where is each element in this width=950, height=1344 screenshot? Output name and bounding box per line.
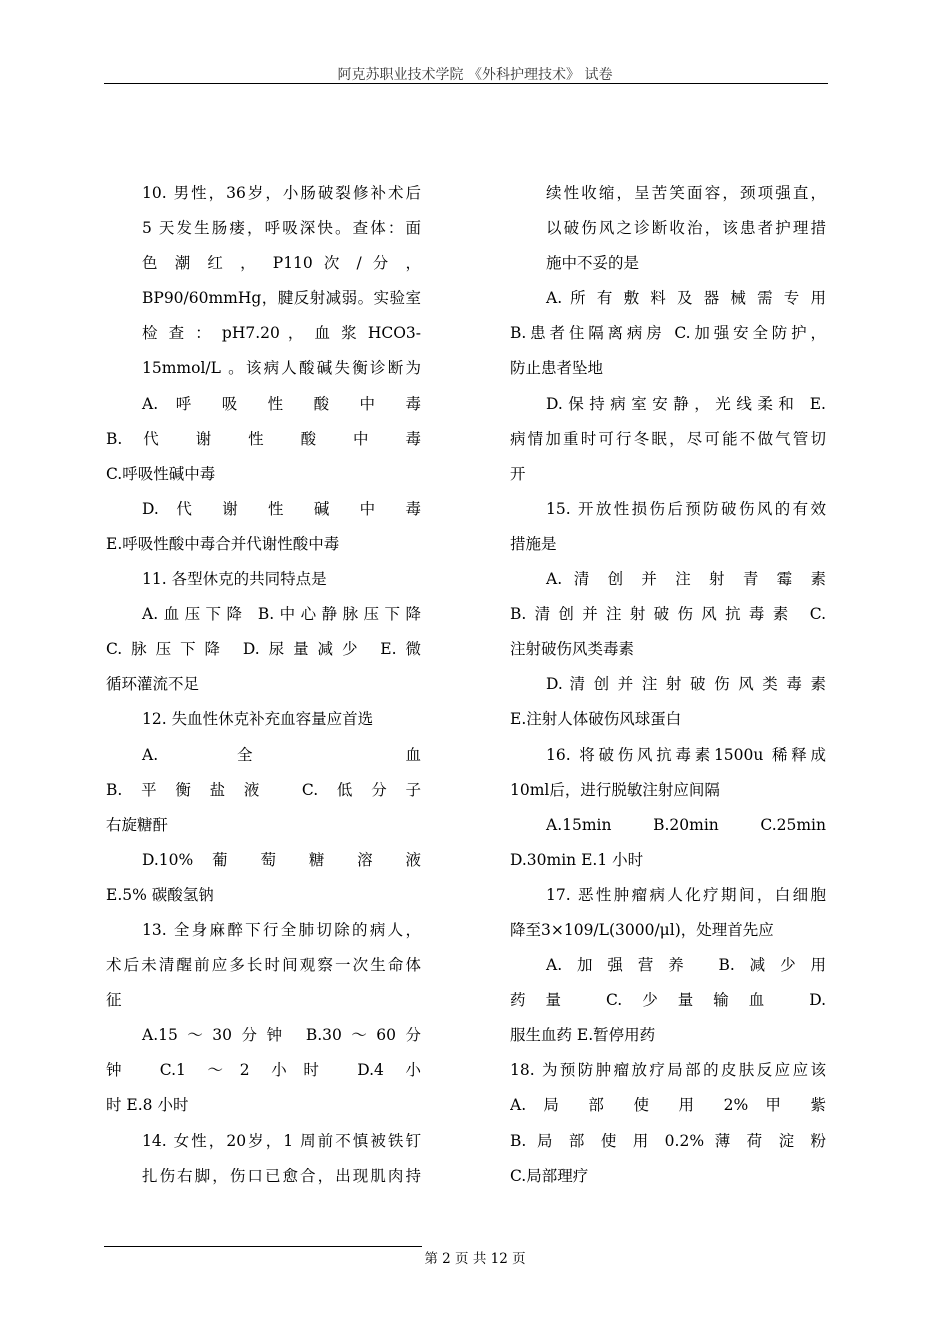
text-line: 以破伤风之诊断收治，该患者护理措 [546, 219, 826, 238]
text-line: 12. 失血性休克补充血容量应首选 [142, 710, 374, 729]
text-line: 右旋糖酐 [106, 815, 169, 834]
text-line: 术后未清醒前应多长时间观察一次生命体 [106, 956, 421, 975]
text-line: 注射破伤风类毒素 [510, 640, 635, 659]
text-line: 药量 C.少量输血 D. [510, 991, 826, 1010]
text-line: 色 潮 红 ， P110 次 / 分 ， [142, 254, 421, 273]
text-line: A. 清 创 并 注 射 青 霉 素 [546, 570, 826, 589]
text-line: E.注射人体破伤风球蛋白 [510, 710, 682, 729]
text-line: A.血压下降 B.中心静脉压下降 [142, 605, 421, 624]
text-line: A.15～30分钟 B.30～60分 [142, 1026, 421, 1045]
text-line: E.5% 碳酸氢钠 [106, 885, 214, 904]
text-line: B.患者住隔离病房 C.加强安全防护， [510, 324, 826, 343]
text-line: C.脉压下降 D.尿量减少 E.微 [106, 640, 421, 659]
text-line: 防止患者坠地 [510, 359, 604, 378]
text-line: 病情加重时可行冬眠，尽可能不做气管切 [510, 429, 826, 448]
text-line: 16. 将破伤风抗毒素1500u 稀释成 [546, 745, 826, 764]
text-line: 钟 C.1 ～2 小时 D.4 小 [106, 1061, 421, 1080]
text-line: D.10% 葡 萄 糖 溶 液 [142, 850, 421, 869]
text-line: A. 全 血 [142, 745, 421, 764]
text-line: A. 呼 吸 性 酸 中 毒 [142, 394, 421, 413]
text-line: 服生血药 E.暂停用药 [510, 1026, 656, 1045]
text-line: D. 清 创 并 注 射 破 伤 风 类 毒 素 [546, 675, 826, 694]
text-line: 14. 女性，20岁，1 周前不慎被铁钉 [142, 1131, 421, 1150]
text-line: 施中不妥的是 [546, 254, 640, 273]
text-line: BP90/60mmHg，腱反射减弱。实验室 [142, 289, 421, 308]
text-line: A. 局 部 使 用 2% 甲 紫 [510, 1096, 826, 1115]
text-line: 续性收缩，呈苦笑面容，颈项强直， [546, 184, 826, 202]
text-line: B.平衡盐液 C.低分子 [106, 780, 421, 799]
text-line: 15. 开放性损伤后预防破伤风的有效 [546, 499, 826, 518]
text-line: D.保持病室安静，光线柔和 E. [546, 394, 826, 413]
text-line: 征 [106, 991, 122, 1010]
text-line: A.加强营养 B.减少用 [546, 956, 826, 975]
text-line: B. 代 谢 性 酸 中 毒 [106, 429, 421, 448]
text-line: B. 局 部 使 用 0.2% 薄 荷 淀 粉 [510, 1131, 826, 1150]
text-line: E.呼吸性酸中毒合并代谢性酸中毒 [106, 534, 340, 553]
text-line: 降至3×109/L(3000/μl)，处理首先应 [510, 920, 774, 939]
text-line: 15mmol/L 。该病人酸碱失衡诊断为 [142, 359, 421, 378]
page-header: 阿克苏职业技术学院 《外科护理技术》 试卷 [337, 67, 613, 83]
text-line: 措施是 [510, 534, 557, 553]
text-line: 18. 为预防肿瘤放疗局部的皮肤反应应该 [510, 1061, 826, 1080]
text-line: 17. 恶性肿瘤病人化疗期间，白细胞 [546, 885, 826, 904]
text-line: 10. 男性，36岁，小肠破裂修补术后 [142, 184, 421, 202]
text-line: 时 E.8 小时 [106, 1096, 189, 1115]
text-line: A.15min B.20min C.25min [546, 815, 826, 834]
right-column [510, 176, 826, 1194]
text-line: C.呼吸性碱中毒 [106, 464, 216, 483]
text-line: D. 代 谢 性 碱 中 毒 [142, 499, 421, 518]
left-column [106, 176, 421, 1194]
page-number: 第 2 页 共 12 页 [424, 1251, 526, 1267]
text-line: 循环灌流不足 [106, 675, 200, 694]
text-line: 11. 各型休克的共同特点是 [142, 570, 327, 589]
text-line: A. 所 有 敷 料 及 器 械 需 专 用 [546, 289, 826, 308]
text-line: 5 天发生肠瘘，呼吸深快。查体：面 [142, 219, 421, 238]
text-line: C.局部理疗 [510, 1166, 589, 1185]
text-line: 10ml后，进行脱敏注射应间隔 [510, 780, 720, 799]
text-line: D.30min E.1 小时 [510, 850, 644, 869]
header-divider [104, 83, 828, 84]
text-line: B.清创并注射破伤风抗毒素 C. [510, 605, 826, 624]
text-line: 13. 全身麻醉下行全肺切除的病人， [142, 920, 421, 939]
text-line: 扎伤右脚，伤口已愈合，出现肌肉持 [142, 1166, 421, 1185]
text-line: 检 查 ： pH7.20 ， 血 浆 HCO3- [142, 324, 421, 343]
text-line: 开 [510, 464, 526, 483]
